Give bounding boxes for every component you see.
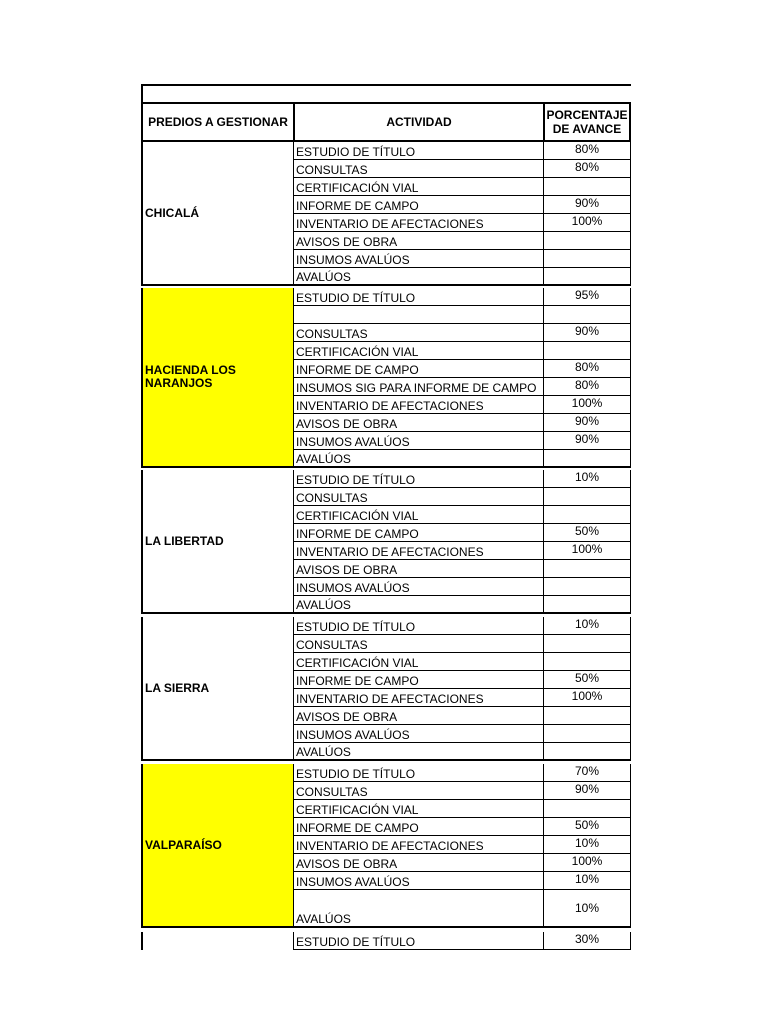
percentage-cell: 80% [543, 142, 631, 160]
percentage-cell [543, 725, 631, 743]
activity-cell: ESTUDIO DE TÍTULO [293, 764, 543, 782]
percentage-cell [543, 560, 631, 578]
predio-name-cell: HACIENDA LOS NARANJOS [141, 288, 293, 468]
activity-cell: ESTUDIO DE TÍTULO [293, 142, 543, 160]
activity-cell: AVISOS DE OBRA [293, 414, 543, 432]
predio-name-cell: CHICALÁ [141, 142, 293, 286]
percentage-cell: 50% [543, 524, 631, 542]
percentage-cell [543, 268, 631, 286]
activity-cell: ESTUDIO DE TÍTULO [293, 932, 543, 950]
activity-cell: INSUMOS AVALÚOS [293, 872, 543, 890]
percentage-cell: 95% [543, 288, 631, 306]
percentage-cell: 10% [543, 836, 631, 854]
activity-cell: INSUMOS AVALÚOS [293, 250, 543, 268]
percentage-cell: 90% [543, 414, 631, 432]
percentage-cell: 90% [543, 196, 631, 214]
activity-cell: CERTIFICACIÓN VIAL [293, 342, 543, 360]
activity-cell: ESTUDIO DE TÍTULO [293, 617, 543, 635]
percentage-cell: 10% [543, 890, 631, 928]
percentage-cell: 30% [543, 932, 631, 950]
percentage-cell [543, 488, 631, 506]
activity-cell: INSUMOS SIG PARA INFORME DE CAMPO [293, 378, 543, 396]
activity-cell: INSUMOS AVALÚOS [293, 578, 543, 596]
activity-cell: AVISOS DE OBRA [293, 707, 543, 725]
percentage-cell: 80% [543, 160, 631, 178]
percentage-cell: 100% [543, 854, 631, 872]
percentage-cell: 10% [543, 470, 631, 488]
activity-cell: CONSULTAS [293, 782, 543, 800]
activity-cell: INVENTARIO DE AFECTACIONES [293, 396, 543, 414]
percentage-cell: 90% [543, 782, 631, 800]
activity-cell [293, 306, 543, 324]
predio-name-cell: VALPARAÍSO [141, 764, 293, 928]
activity-cell: CERTIFICACIÓN VIAL [293, 800, 543, 818]
percentage-cell [543, 800, 631, 818]
activity-cell: AVISOS DE OBRA [293, 854, 543, 872]
activity-cell: INFORME DE CAMPO [293, 671, 543, 689]
percentage-cell [543, 232, 631, 250]
activity-cell: CERTIFICACIÓN VIAL [293, 653, 543, 671]
predio-name-cell: LA SIERRA [141, 617, 293, 761]
activity-cell: INFORME DE CAMPO [293, 818, 543, 836]
percentage-cell [543, 596, 631, 614]
percentage-cell [543, 178, 631, 196]
activity-cell: CERTIFICACIÓN VIAL [293, 506, 543, 524]
percentage-cell [543, 506, 631, 524]
predio-name-cell: LA LIBERTAD [141, 470, 293, 614]
activity-cell: INVENTARIO DE AFECTACIONES [293, 689, 543, 707]
activity-cell: CONSULTAS [293, 635, 543, 653]
percentage-cell [543, 707, 631, 725]
percentage-cell: 100% [543, 396, 631, 414]
percentage-cell: 90% [543, 324, 631, 342]
percentage-cell: 50% [543, 818, 631, 836]
percentage-cell [543, 743, 631, 761]
percentage-cell [543, 635, 631, 653]
percentage-cell: 70% [543, 764, 631, 782]
header-actividad: ACTIVIDAD [293, 102, 543, 142]
activity-cell: AVALÚOS [293, 450, 543, 468]
percentage-cell: 10% [543, 617, 631, 635]
activity-cell: INFORME DE CAMPO [293, 360, 543, 378]
percentage-cell [543, 450, 631, 468]
percentage-cell [543, 342, 631, 360]
activity-cell: ESTUDIO DE TÍTULO [293, 288, 543, 306]
activity-cell: INVENTARIO DE AFECTACIONES [293, 542, 543, 560]
activity-cell: AVISOS DE OBRA [293, 560, 543, 578]
activity-cell: CONSULTAS [293, 324, 543, 342]
activity-cell: AVALÚOS [293, 743, 543, 761]
title-band [141, 84, 631, 102]
activity-cell: CERTIFICACIÓN VIAL [293, 178, 543, 196]
activity-cell: INSUMOS AVALÚOS [293, 725, 543, 743]
activity-cell: AVALÚOS [293, 268, 543, 286]
activity-cell: ESTUDIO DE TÍTULO [293, 470, 543, 488]
percentage-cell: 100% [543, 214, 631, 232]
percentage-cell: 90% [543, 432, 631, 450]
percentage-cell [543, 250, 631, 268]
activity-cell: INFORME DE CAMPO [293, 524, 543, 542]
activity-cell: INVENTARIO DE AFECTACIONES [293, 836, 543, 854]
header-porcentaje: PORCENTAJE DE AVANCE [543, 102, 631, 142]
percentage-cell: 100% [543, 689, 631, 707]
activity-cell: AVALÚOS [293, 596, 543, 614]
activity-cell: INSUMOS AVALÚOS [293, 432, 543, 450]
predio-name-cell [141, 932, 293, 950]
percentage-cell [543, 306, 631, 324]
activity-cell: INFORME DE CAMPO [293, 196, 543, 214]
activity-cell: CONSULTAS [293, 488, 543, 506]
header-predios: PREDIOS A GESTIONAR [141, 102, 293, 142]
percentage-cell [543, 578, 631, 596]
activity-cell: CONSULTAS [293, 160, 543, 178]
percentage-cell: 10% [543, 872, 631, 890]
percentage-cell: 100% [543, 542, 631, 560]
percentage-cell: 80% [543, 360, 631, 378]
activity-cell: AVALÚOS [293, 890, 543, 928]
activity-cell: AVISOS DE OBRA [293, 232, 543, 250]
percentage-cell: 80% [543, 378, 631, 396]
activity-cell: INVENTARIO DE AFECTACIONES [293, 214, 543, 232]
percentage-cell [543, 653, 631, 671]
percentage-cell: 50% [543, 671, 631, 689]
